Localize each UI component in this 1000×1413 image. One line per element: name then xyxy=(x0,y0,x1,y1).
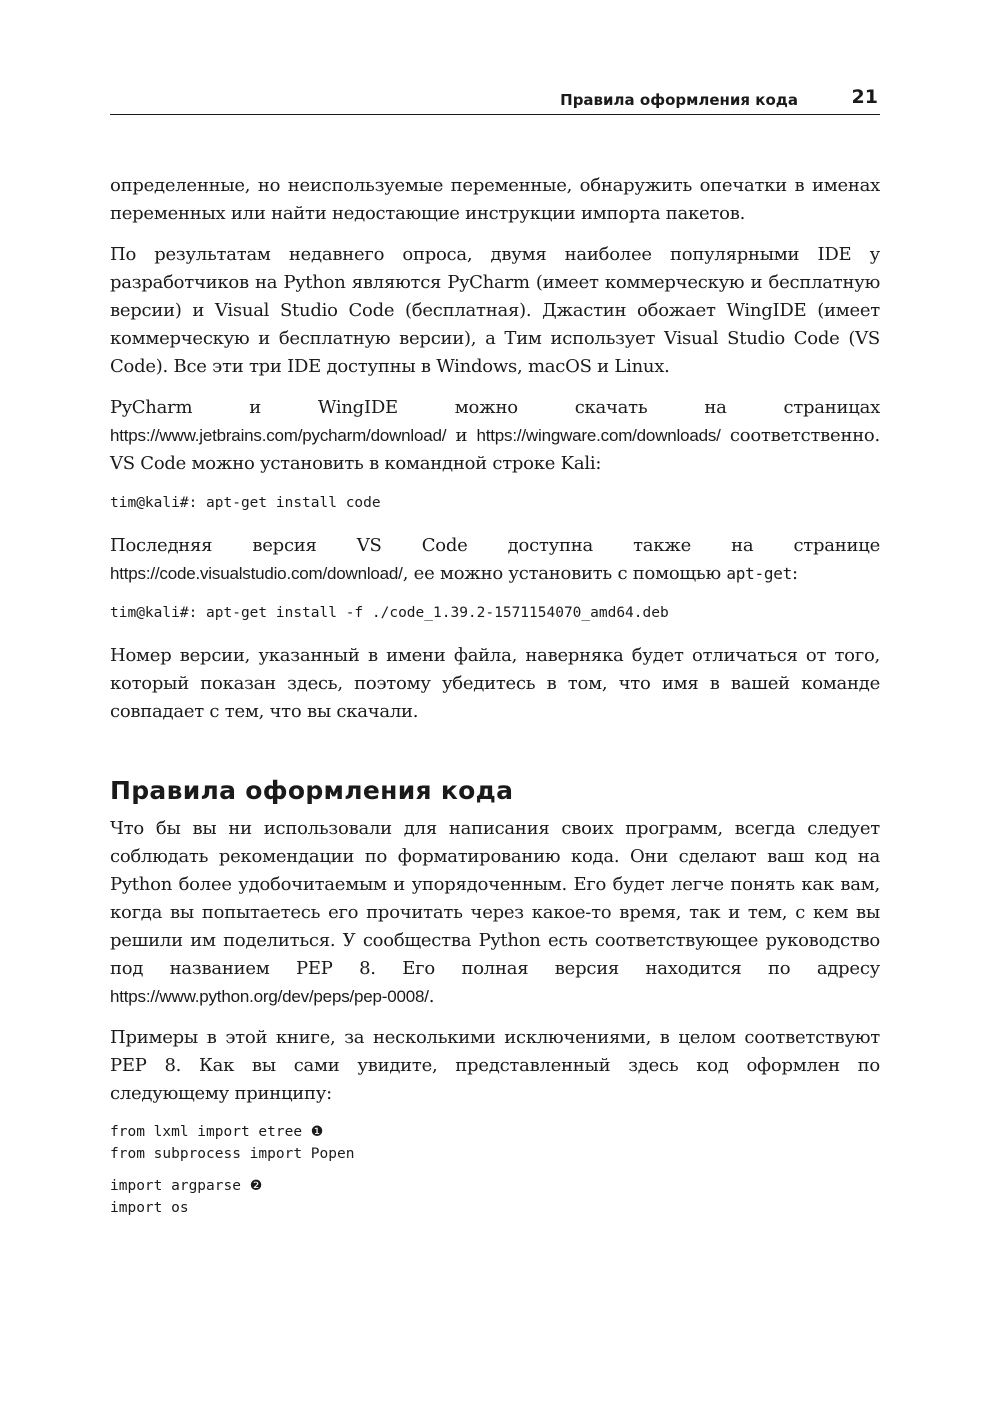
text-run: , ее можно установить с помощью xyxy=(402,563,727,584)
code-install-deb-command: tim@kali#: apt-get install -f ./code_1.39.2-1571154070_amd64.deb xyxy=(110,605,669,621)
paragraph-6 xyxy=(110,815,880,1011)
url-vscode-download[interactable]: https://code.visualstudio.com/download/ xyxy=(110,564,403,583)
text-run: соответственно. VS Code можно установить в командной строке Kali: xyxy=(110,425,880,474)
code-listing-imports-2 xyxy=(110,1175,880,1219)
callout-marker-1: ❶ xyxy=(310,1124,324,1140)
paragraph-4 xyxy=(110,532,880,588)
paragraph-3 xyxy=(110,394,880,478)
text-run: PyCharm и WingIDE можно скачать на страницах xyxy=(110,397,880,418)
page-number: 21 xyxy=(851,86,878,108)
section-heading: Правила оформления кода xyxy=(110,776,514,805)
paragraph-1: определенные, но неиспользуемые переменные, обнаружить опечатки в именах переменных или найти недостающие инструкции импорта пакетов. xyxy=(110,175,880,224)
running-header xyxy=(110,84,880,115)
text-run: Что бы вы ни использовали для написания своих программ, всегда следует соблюдать рекомендации по форматированию кода. Они сделают ваш код на Python более удобочитаемым и упорядоченным. Его будет легче понять как вам, когда вы попытаетесь его прочитать через какое-то время, так и тем, с кем вы решили им поделиться. У сообщества Python есть соответствующее руководство под названием PEP 8. Его полная версия находится по адресу xyxy=(110,818,880,979)
inline-code-apt-get: apt-get xyxy=(726,564,793,583)
header-section-title: Правила оформления кода xyxy=(560,91,798,109)
paragraph-2: По результатам недавнего опроса, двумя наиболее популярными IDE у разработчиков на Python являются PyCharm (имеет коммерческую и бесплатную версии) и Visual Studio Code (бесплатная). Джастин обожает WingIDE (имеет коммерческую и бесплатную версии), а Тим использует Visual Studio Code (VS Code). Все эти три IDE доступны в Windows, macOS и Linux. xyxy=(110,244,880,377)
page-body xyxy=(110,172,880,1229)
url-jetbrains[interactable]: https://www.jetbrains.com/pycharm/download/ xyxy=(110,426,447,445)
code-line: from lxml import etree xyxy=(110,1124,311,1140)
code-line: import os xyxy=(110,1200,189,1216)
paragraph-5: Номер версии, указанный в имени файла, наверняка будет отличаться от того, который показан здесь, поэтому убедитесь в том, что имя в вашей команде совпадает с тем, что вы скачали. xyxy=(110,645,880,722)
code-install-command: tim@kali#: apt-get install code xyxy=(110,495,381,511)
code-line: import argparse xyxy=(110,1178,250,1194)
paragraph-7: Примеры в этой книге, за несколькими исключениями, в целом соответствуют PEP 8. Как вы сами увидите, представленный здесь код оформлен по следующему принципу: xyxy=(110,1027,880,1104)
callout-marker-2: ❷ xyxy=(249,1178,263,1194)
url-wingware[interactable]: https://wingware.com/downloads/ xyxy=(476,426,721,445)
code-line: from subprocess import Popen xyxy=(110,1146,355,1162)
text-run: Последняя версия VS Code доступна также на странице xyxy=(110,535,880,556)
code-listing-imports-1 xyxy=(110,1121,880,1165)
text-run: : xyxy=(792,563,798,584)
text-run: и xyxy=(446,425,477,446)
text-run: . xyxy=(428,986,435,1007)
url-pep8[interactable]: https://www.python.org/dev/peps/pep-0008/ xyxy=(110,987,429,1006)
